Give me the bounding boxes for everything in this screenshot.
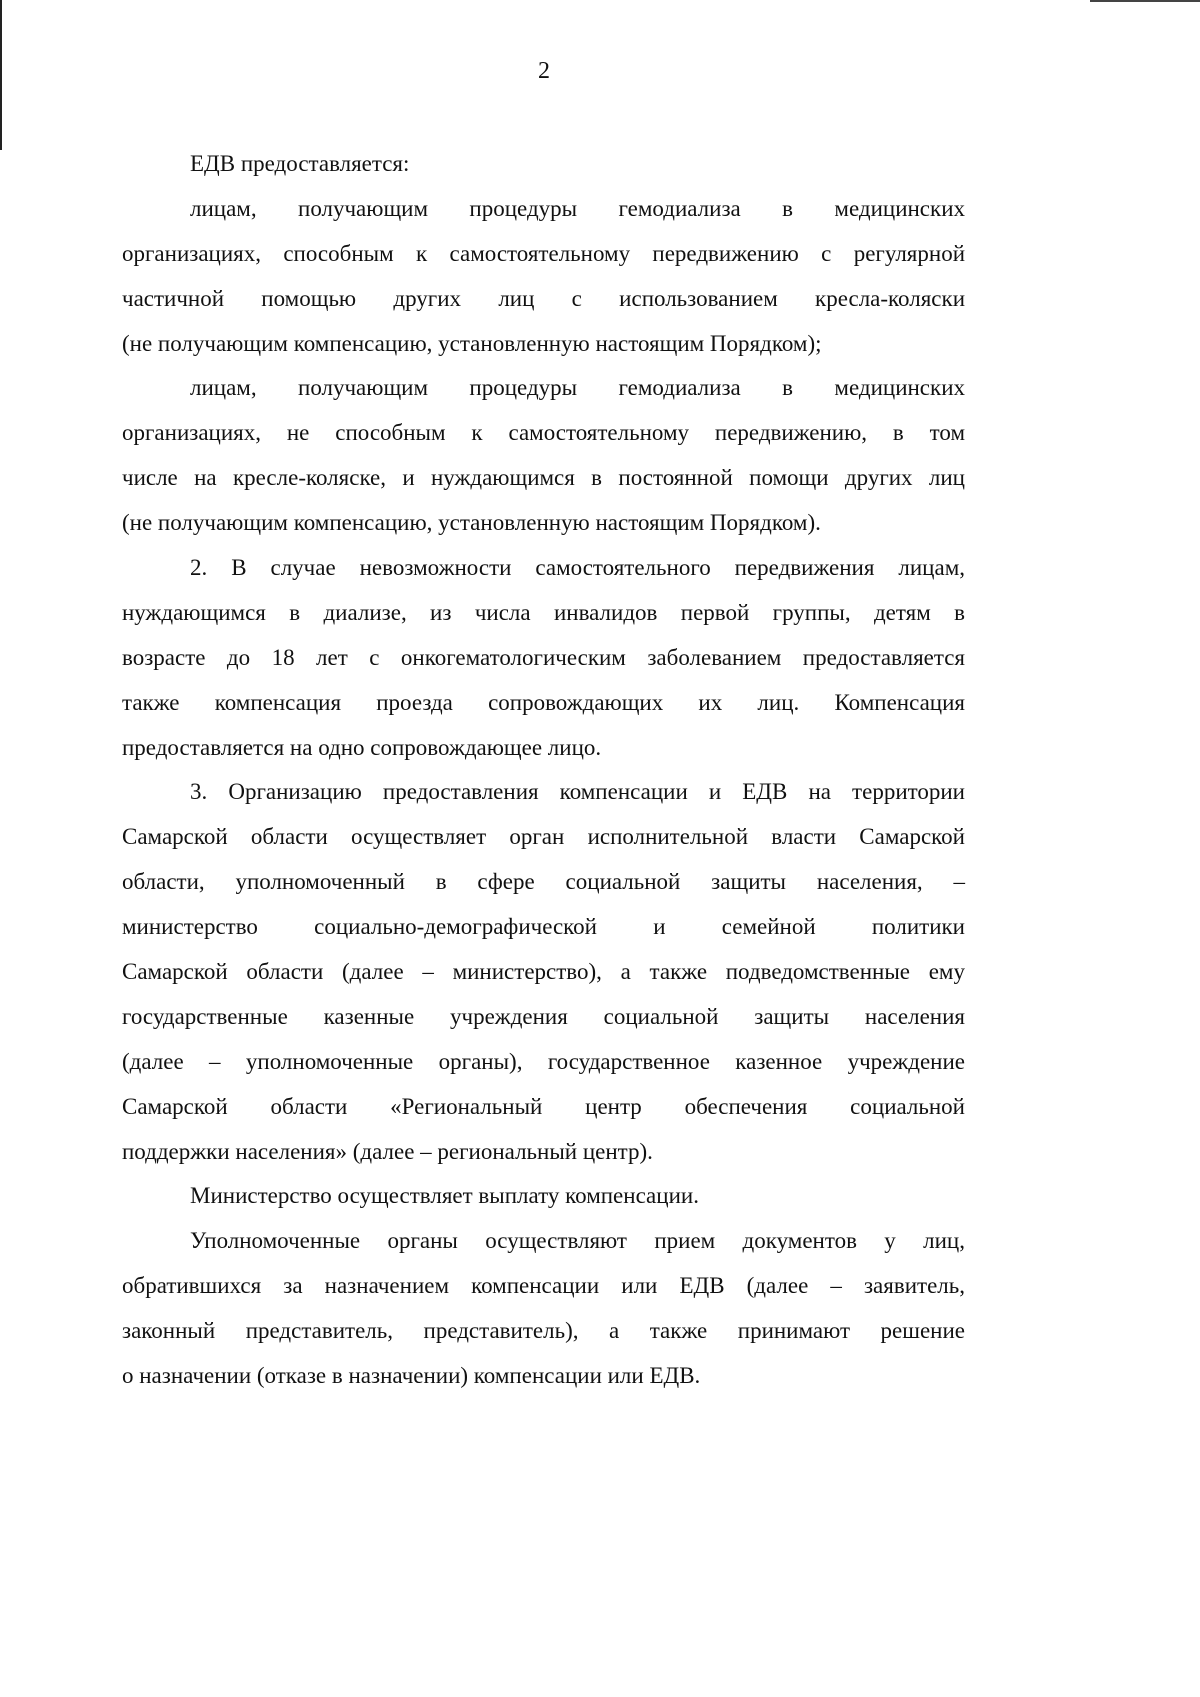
text-line: министерство социально-демографической и семейной политики xyxy=(122,914,965,940)
document-body xyxy=(122,142,965,1399)
text-line: поддержки населения» (далее – региональный центр). xyxy=(122,1138,653,1164)
text-line: 2. В случае невозможности самостоятельного передвижения лицам, xyxy=(190,555,965,581)
scan-edge-line xyxy=(0,0,2,150)
text-line: организациях, способным к самостоятельному передвижению с регулярной xyxy=(122,240,965,266)
paragraph xyxy=(122,366,965,546)
text-line: нуждающимся в диализе, из числа инвалидов первой группы, детям в xyxy=(122,599,965,625)
text-line: лицам, получающим процедуры гемодиализа в медицинских xyxy=(190,375,965,401)
text-line: возрасте до 18 лет с онкогематологическим заболеванием предоставляется xyxy=(122,644,965,670)
text-line: Самарской области (далее – министерство), а также подведомственные ему xyxy=(122,959,965,985)
text-line: (не получающим компенсацию, установленную настоящим Порядком); xyxy=(122,330,822,356)
text-line: о назначении (отказе в назначении) компенсации или ЕДВ. xyxy=(122,1363,701,1389)
text-line: числе на кресле-коляске, и нуждающимся в постоянной помощи других лиц xyxy=(122,465,965,491)
paragraph xyxy=(122,1219,965,1399)
text-line: лицам, получающим процедуры гемодиализа в медицинских xyxy=(190,195,965,221)
paragraph xyxy=(122,142,965,187)
paragraph xyxy=(122,187,965,367)
text-line: Министерство осуществляет выплату компенсации. xyxy=(190,1183,699,1209)
text-line: государственные казенные учреждения социальной защиты населения xyxy=(122,1003,965,1029)
page-number: 2 xyxy=(538,58,550,84)
text-line: предоставляется на одно сопровождающее лицо. xyxy=(122,734,602,760)
text-line: законный представитель, представитель), а также принимают решение xyxy=(122,1318,965,1344)
paragraph xyxy=(122,770,965,1174)
scan-top-line xyxy=(1090,0,1200,2)
text-line: Самарской области «Региональный центр обеспечения социальной xyxy=(122,1093,965,1119)
paragraph xyxy=(122,1174,965,1219)
text-line: также компенсация проезда сопровождающих их лиц. Компенсация xyxy=(122,689,965,715)
text-line: области, уполномоченный в сфере социальной защиты населения, – xyxy=(122,869,965,895)
paragraph xyxy=(122,546,965,770)
text-line: ЕДВ предоставляется: xyxy=(190,151,410,176)
text-line: организациях, не способным к самостоятельному передвижению, в том xyxy=(122,420,965,446)
text-line: (далее – уполномоченные органы), государственное казенное учреждение xyxy=(122,1048,965,1074)
text-line: 3. Организацию предоставления компенсации и ЕДВ на территории xyxy=(190,779,965,805)
text-line: Самарской области осуществляет орган исполнительной власти Самарской xyxy=(122,824,965,850)
text-line: частичной помощью других лиц с использованием кресла-коляски xyxy=(122,285,965,311)
text-line: Уполномоченные органы осуществляют прием документов у лиц, xyxy=(190,1228,965,1254)
text-line: (не получающим компенсацию, установленную настоящим Порядком). xyxy=(122,510,821,536)
text-line: обратившихся за назначением компенсации или ЕДВ (далее – заявитель, xyxy=(122,1273,965,1299)
